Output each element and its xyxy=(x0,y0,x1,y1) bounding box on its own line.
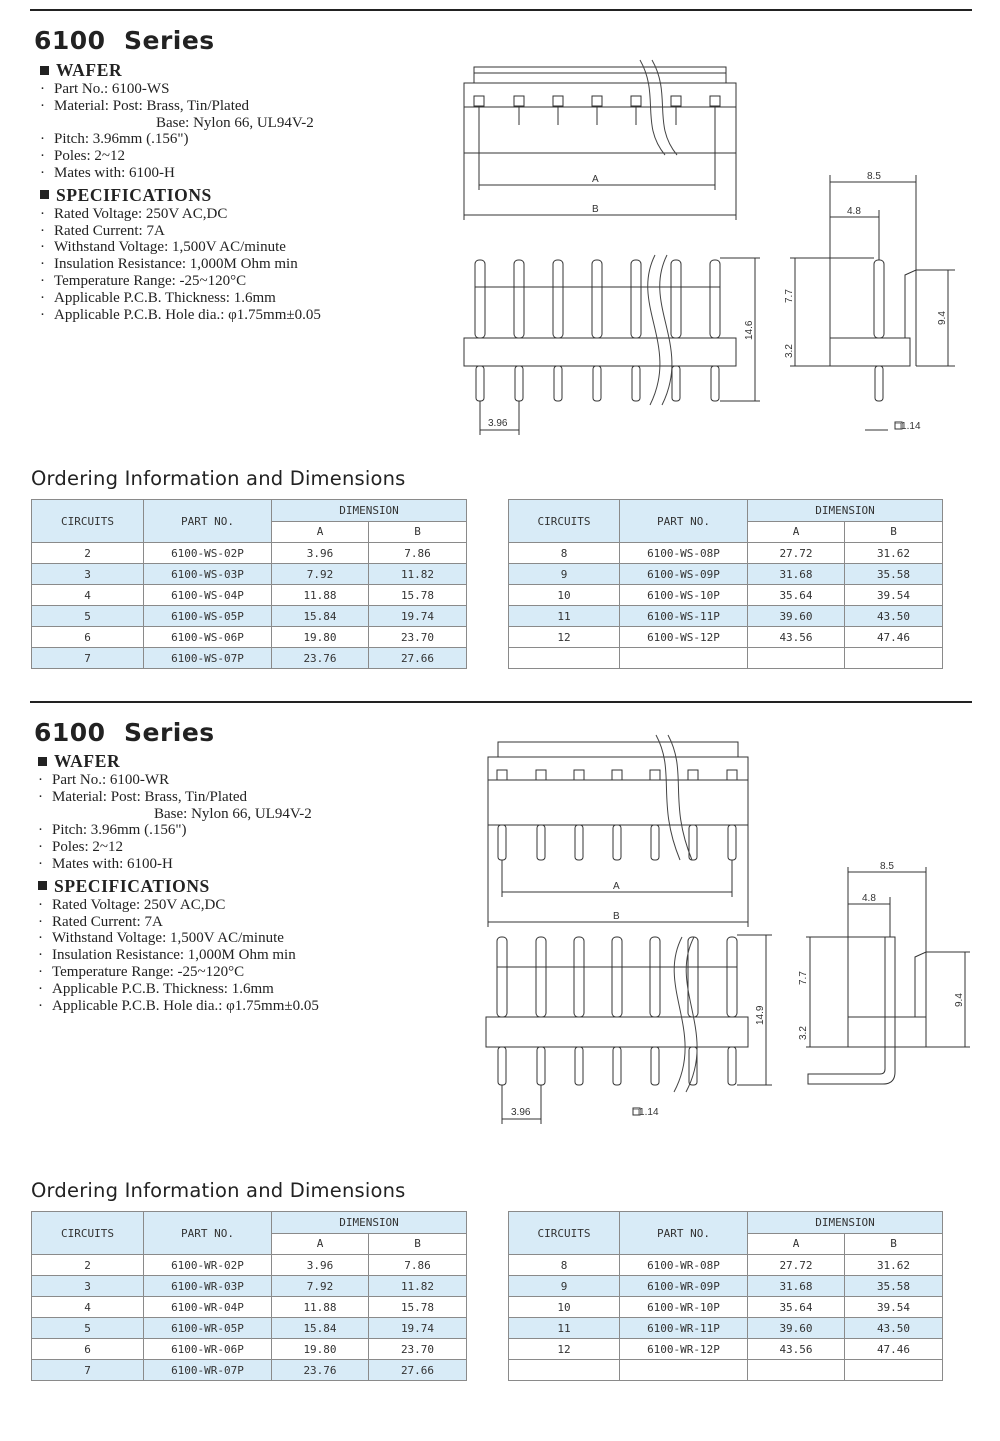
wafer-item: · Mates with: 6100-H xyxy=(40,164,175,181)
table-row xyxy=(32,606,467,627)
table-cell: 7 xyxy=(32,648,144,669)
wafer-item: · Pitch: 3.96mm (.156") xyxy=(38,822,187,839)
table-cell: 10 xyxy=(509,585,620,606)
spec-item: · Rated Current: 7A xyxy=(38,913,163,930)
table-cell: 10 xyxy=(509,1297,620,1318)
table-row xyxy=(509,1339,943,1360)
dim-32-label: 3.2 xyxy=(798,1026,809,1040)
spec-block xyxy=(36,750,319,1014)
top-view-flange xyxy=(474,67,726,83)
table-cell: 6100-WR-09P xyxy=(620,1276,748,1297)
spec-item: · Rated Voltage: 250V AC,DC xyxy=(38,896,226,913)
wafer-item: · Mates with: 6100-H xyxy=(38,855,173,872)
table-row xyxy=(509,648,943,669)
table-row xyxy=(32,648,467,669)
table-cell: 3.96 xyxy=(272,1255,369,1276)
col-dimension: DIMENSION xyxy=(272,1212,467,1234)
table-cell: 19.74 xyxy=(369,606,467,627)
spec-heading: SPECIFICATIONS xyxy=(38,184,321,206)
table-cell: 35.64 xyxy=(748,585,845,606)
table-cell: 23.76 xyxy=(272,648,369,669)
table-cell: 2 xyxy=(32,543,144,564)
table-cell: 15.78 xyxy=(369,1297,467,1318)
table-row xyxy=(32,627,467,648)
series-title: 6100 Series xyxy=(34,718,215,747)
table-cell: 6100-WS-02P xyxy=(144,543,272,564)
col-circuits: CIRCUITS xyxy=(32,500,144,543)
dim-77-label: 7.7 xyxy=(784,289,795,303)
table-row xyxy=(509,585,943,606)
top-view-pins xyxy=(497,770,737,860)
spec-item: · Temperature Range: -25~120°C xyxy=(38,963,245,980)
table-cell: 9 xyxy=(509,1276,620,1297)
spec-item: · Applicable P.C.B. Hole dia.: φ1.75mm±0.05 xyxy=(38,997,319,1014)
table-cell: 4 xyxy=(32,1297,144,1318)
table-row xyxy=(509,627,943,648)
table-row xyxy=(32,1318,467,1339)
table-row xyxy=(32,1297,467,1318)
dim-a-label: A xyxy=(592,174,599,185)
top-view-body xyxy=(488,757,748,825)
series-title: 6100 Series xyxy=(34,26,215,55)
wafer-item: · Pitch: 3.96mm (.156") xyxy=(40,131,189,148)
table-cell: 3 xyxy=(32,1276,144,1297)
square-bullet-icon xyxy=(40,190,49,199)
table-row xyxy=(32,1276,467,1297)
table-cell: 7.92 xyxy=(272,564,369,585)
table-cell: 3 xyxy=(32,564,144,585)
table-cell: 11.82 xyxy=(369,564,467,585)
dim-94-label: 9.4 xyxy=(937,311,948,325)
wafer-item: · Poles: 2~12 xyxy=(40,148,126,165)
table-cell: 5 xyxy=(32,1318,144,1339)
table-row xyxy=(32,1255,467,1276)
col-b: B xyxy=(369,1233,467,1255)
dim-94-label: 9.4 xyxy=(954,993,965,1007)
dim-32-label: 3.2 xyxy=(784,344,795,358)
front-view-pins xyxy=(475,260,720,401)
table-cell: 4 xyxy=(32,585,144,606)
table-row xyxy=(32,585,467,606)
table-cell: 12 xyxy=(509,627,620,648)
ordering-table-right xyxy=(508,1211,943,1381)
table-cell: 8 xyxy=(509,543,620,564)
table-cell: 6100-WS-03P xyxy=(144,564,272,585)
table-cell: 47.46 xyxy=(845,627,943,648)
table-cell: 31.68 xyxy=(748,1276,845,1297)
spec-item: · Applicable P.C.B. Thickness: 1.6mm xyxy=(40,289,276,306)
series-section-ws xyxy=(0,0,1000,700)
table-cell: 5 xyxy=(32,606,144,627)
table-cell: 8 xyxy=(509,1255,620,1276)
table-cell: 43.50 xyxy=(845,606,943,627)
front-view-pins xyxy=(497,937,737,1085)
table-cell: 15.84 xyxy=(272,606,369,627)
ordering-table-right xyxy=(508,499,943,669)
dim-pin-label: □1.14 xyxy=(895,421,921,432)
technical-drawing-ws xyxy=(440,55,980,445)
table-cell: 27.72 xyxy=(748,1255,845,1276)
table-cell: 43.56 xyxy=(748,1339,845,1360)
table-cell: 19.80 xyxy=(272,1339,369,1360)
dim-pitch-label: 3.96 xyxy=(488,418,508,429)
dim-48-label: 4.8 xyxy=(862,893,876,904)
table-cell: 6100-WS-09P xyxy=(620,564,748,585)
dim-77-label: 7.7 xyxy=(798,971,809,985)
table-row xyxy=(509,543,943,564)
table-cell: 9 xyxy=(509,564,620,585)
table-cell: 6100-WS-08P xyxy=(620,543,748,564)
table-row xyxy=(509,1360,943,1381)
table-cell: 6100-WS-12P xyxy=(620,627,748,648)
table-cell: 43.50 xyxy=(845,1318,943,1339)
square-bullet-icon xyxy=(40,66,49,75)
table-row xyxy=(509,1318,943,1339)
table-cell: 6100-WS-11P xyxy=(620,606,748,627)
table-cell: 6100-WR-08P xyxy=(620,1255,748,1276)
col-a: A xyxy=(748,1233,845,1255)
col-circuits: CIRCUITS xyxy=(509,1212,620,1255)
table-cell: 6100-WR-05P xyxy=(144,1318,272,1339)
table-cell: 39.54 xyxy=(845,585,943,606)
table-row xyxy=(32,564,467,585)
table-cell: 19.74 xyxy=(369,1318,467,1339)
side-view-body xyxy=(848,1017,926,1047)
ordering-title: Ordering Information and Dimensions xyxy=(31,1179,406,1202)
col-part-no: PART NO. xyxy=(620,500,748,543)
wafer-item-continued: Base: Nylon 66, UL94V-2 xyxy=(156,114,314,131)
table-cell: 6100-WR-10P xyxy=(620,1297,748,1318)
table-cell: 15.84 xyxy=(272,1318,369,1339)
spec-item: · Insulation Resistance: 1,000M Ohm min xyxy=(40,256,298,273)
top-rule xyxy=(30,701,972,703)
table-cell: 11.88 xyxy=(272,585,369,606)
spec-item: · Withstand Voltage: 1,500V AC/minute xyxy=(40,239,286,256)
table-cell xyxy=(620,648,748,669)
table-cell xyxy=(509,648,620,669)
table-cell: 31.62 xyxy=(845,543,943,564)
table-cell: 11 xyxy=(509,1318,620,1339)
col-b: B xyxy=(369,521,467,543)
table-cell: 6100-WS-05P xyxy=(144,606,272,627)
table-cell: 31.62 xyxy=(845,1255,943,1276)
table-cell: 11 xyxy=(509,606,620,627)
dim-85-label: 8.5 xyxy=(867,171,881,182)
dim-48-label: 4.8 xyxy=(847,206,861,217)
dim-a-label: A xyxy=(613,881,620,892)
side-view-body xyxy=(830,338,910,366)
table-cell: 6100-WR-12P xyxy=(620,1339,748,1360)
table-row xyxy=(509,1255,943,1276)
table-cell: 35.58 xyxy=(845,564,943,585)
front-view-body xyxy=(486,1017,748,1047)
table-cell: 6100-WR-07P xyxy=(144,1360,272,1381)
spec-block xyxy=(38,59,321,323)
table-cell xyxy=(845,1360,943,1381)
table-row xyxy=(509,1297,943,1318)
table-cell: 35.58 xyxy=(845,1276,943,1297)
table-cell: 27.66 xyxy=(369,648,467,669)
table-cell: 47.46 xyxy=(845,1339,943,1360)
table-cell: 11.88 xyxy=(272,1297,369,1318)
spec-item: · Insulation Resistance: 1,000M Ohm min xyxy=(38,947,296,964)
table-cell: 31.68 xyxy=(748,564,845,585)
spec-item: · Applicable P.C.B. Thickness: 1.6mm xyxy=(38,980,274,997)
table-cell: 6100-WR-04P xyxy=(144,1297,272,1318)
table-cell: 27.66 xyxy=(369,1360,467,1381)
table-cell: 39.60 xyxy=(748,606,845,627)
table-cell: 3.96 xyxy=(272,543,369,564)
table-cell: 6 xyxy=(32,1339,144,1360)
table-cell: 23.70 xyxy=(369,627,467,648)
wafer-item: · Poles: 2~12 xyxy=(38,839,124,856)
table-cell: 6100-WS-10P xyxy=(620,585,748,606)
table-row xyxy=(509,606,943,627)
top-rule xyxy=(30,9,972,11)
table-row xyxy=(32,1360,467,1381)
spec-heading: SPECIFICATIONS xyxy=(36,875,319,897)
table-cell: 43.56 xyxy=(748,627,845,648)
table-cell: 7.86 xyxy=(369,543,467,564)
table-cell xyxy=(620,1360,748,1381)
col-b: B xyxy=(845,521,943,543)
table-row xyxy=(509,1276,943,1297)
col-a: A xyxy=(272,1233,369,1255)
dim-height-label: 14.9 xyxy=(755,1005,766,1025)
table-cell: 27.72 xyxy=(748,543,845,564)
spec-item: · Rated Current: 7A xyxy=(40,222,165,239)
table-cell xyxy=(845,648,943,669)
col-part-no: PART NO. xyxy=(144,500,272,543)
front-view-body xyxy=(464,338,736,366)
dim-pitch-label: 3.96 xyxy=(511,1107,531,1118)
table-cell: 6100-WS-04P xyxy=(144,585,272,606)
table-cell: 7.92 xyxy=(272,1276,369,1297)
right-angle-pin xyxy=(808,937,895,1084)
wafer-item-continued: Base: Nylon 66, UL94V-2 xyxy=(154,805,312,822)
dim-height-label: 14.6 xyxy=(744,320,755,340)
table-cell: 6100-WS-06P xyxy=(144,627,272,648)
dim-b-label: B xyxy=(592,204,599,215)
table-row xyxy=(32,543,467,564)
wafer-item: · Part No.: 6100-WR xyxy=(38,772,170,788)
table-cell: 35.64 xyxy=(748,1297,845,1318)
table-cell xyxy=(748,648,845,669)
table-cell: 7.86 xyxy=(369,1255,467,1276)
table-cell: 7 xyxy=(32,1360,144,1381)
square-bullet-icon xyxy=(38,757,47,766)
col-dimension: DIMENSION xyxy=(748,1212,943,1234)
spec-item: · Applicable P.C.B. Hole dia.: φ1.75mm±0.05 xyxy=(40,306,321,323)
wafer-heading: WAFER xyxy=(36,750,319,772)
table-cell: 23.70 xyxy=(369,1339,467,1360)
table-cell: 11.82 xyxy=(369,1276,467,1297)
spec-item: · Temperature Range: -25~120°C xyxy=(40,272,247,289)
wafer-heading: WAFER xyxy=(38,59,321,81)
col-dimension: DIMENSION xyxy=(748,500,943,522)
table-cell: 6100-WS-07P xyxy=(144,648,272,669)
col-b: B xyxy=(845,1233,943,1255)
table-cell xyxy=(748,1360,845,1381)
spec-item: · Withstand Voltage: 1,500V AC/minute xyxy=(38,930,284,947)
table-cell: 19.80 xyxy=(272,627,369,648)
wafer-item: · Material: Post: Brass, Tin/Plated xyxy=(38,788,248,805)
table-cell: 6 xyxy=(32,627,144,648)
table-cell: 23.76 xyxy=(272,1360,369,1381)
table-cell: 6100-WR-11P xyxy=(620,1318,748,1339)
series-section-wr xyxy=(0,692,1000,1441)
wafer-item: · Material: Post: Brass, Tin/Plated xyxy=(40,97,250,114)
table-row xyxy=(509,564,943,585)
top-view-pins xyxy=(474,96,720,125)
top-view-flange xyxy=(498,742,738,757)
dim-85-label: 8.5 xyxy=(880,861,894,872)
table-row xyxy=(32,1339,467,1360)
spec-item: · Rated Voltage: 250V AC,DC xyxy=(40,205,228,222)
col-part-no: PART NO. xyxy=(144,1212,272,1255)
col-a: A xyxy=(272,521,369,543)
dim-b-label: B xyxy=(613,911,620,922)
table-cell: 39.54 xyxy=(845,1297,943,1318)
col-circuits: CIRCUITS xyxy=(32,1212,144,1255)
table-cell: 6100-WR-02P xyxy=(144,1255,272,1276)
table-cell: 6100-WR-06P xyxy=(144,1339,272,1360)
square-bullet-icon xyxy=(38,881,47,890)
table-cell: 15.78 xyxy=(369,585,467,606)
table-cell: 39.60 xyxy=(748,1318,845,1339)
dim-pin-label: □1.14 xyxy=(633,1107,659,1118)
col-part-no: PART NO. xyxy=(620,1212,748,1255)
ordering-title: Ordering Information and Dimensions xyxy=(31,467,406,490)
technical-drawing-wr xyxy=(460,732,980,1132)
table-cell: 2 xyxy=(32,1255,144,1276)
table-cell: 6100-WR-03P xyxy=(144,1276,272,1297)
wafer-item: · Part No.: 6100-WS xyxy=(40,81,170,97)
ordering-table-left xyxy=(31,1211,467,1381)
top-view-body xyxy=(464,83,736,153)
col-dimension: DIMENSION xyxy=(272,500,467,522)
table-cell xyxy=(509,1360,620,1381)
table-cell: 12 xyxy=(509,1339,620,1360)
col-a: A xyxy=(748,521,845,543)
ordering-table-left xyxy=(31,499,467,669)
col-circuits: CIRCUITS xyxy=(509,500,620,543)
